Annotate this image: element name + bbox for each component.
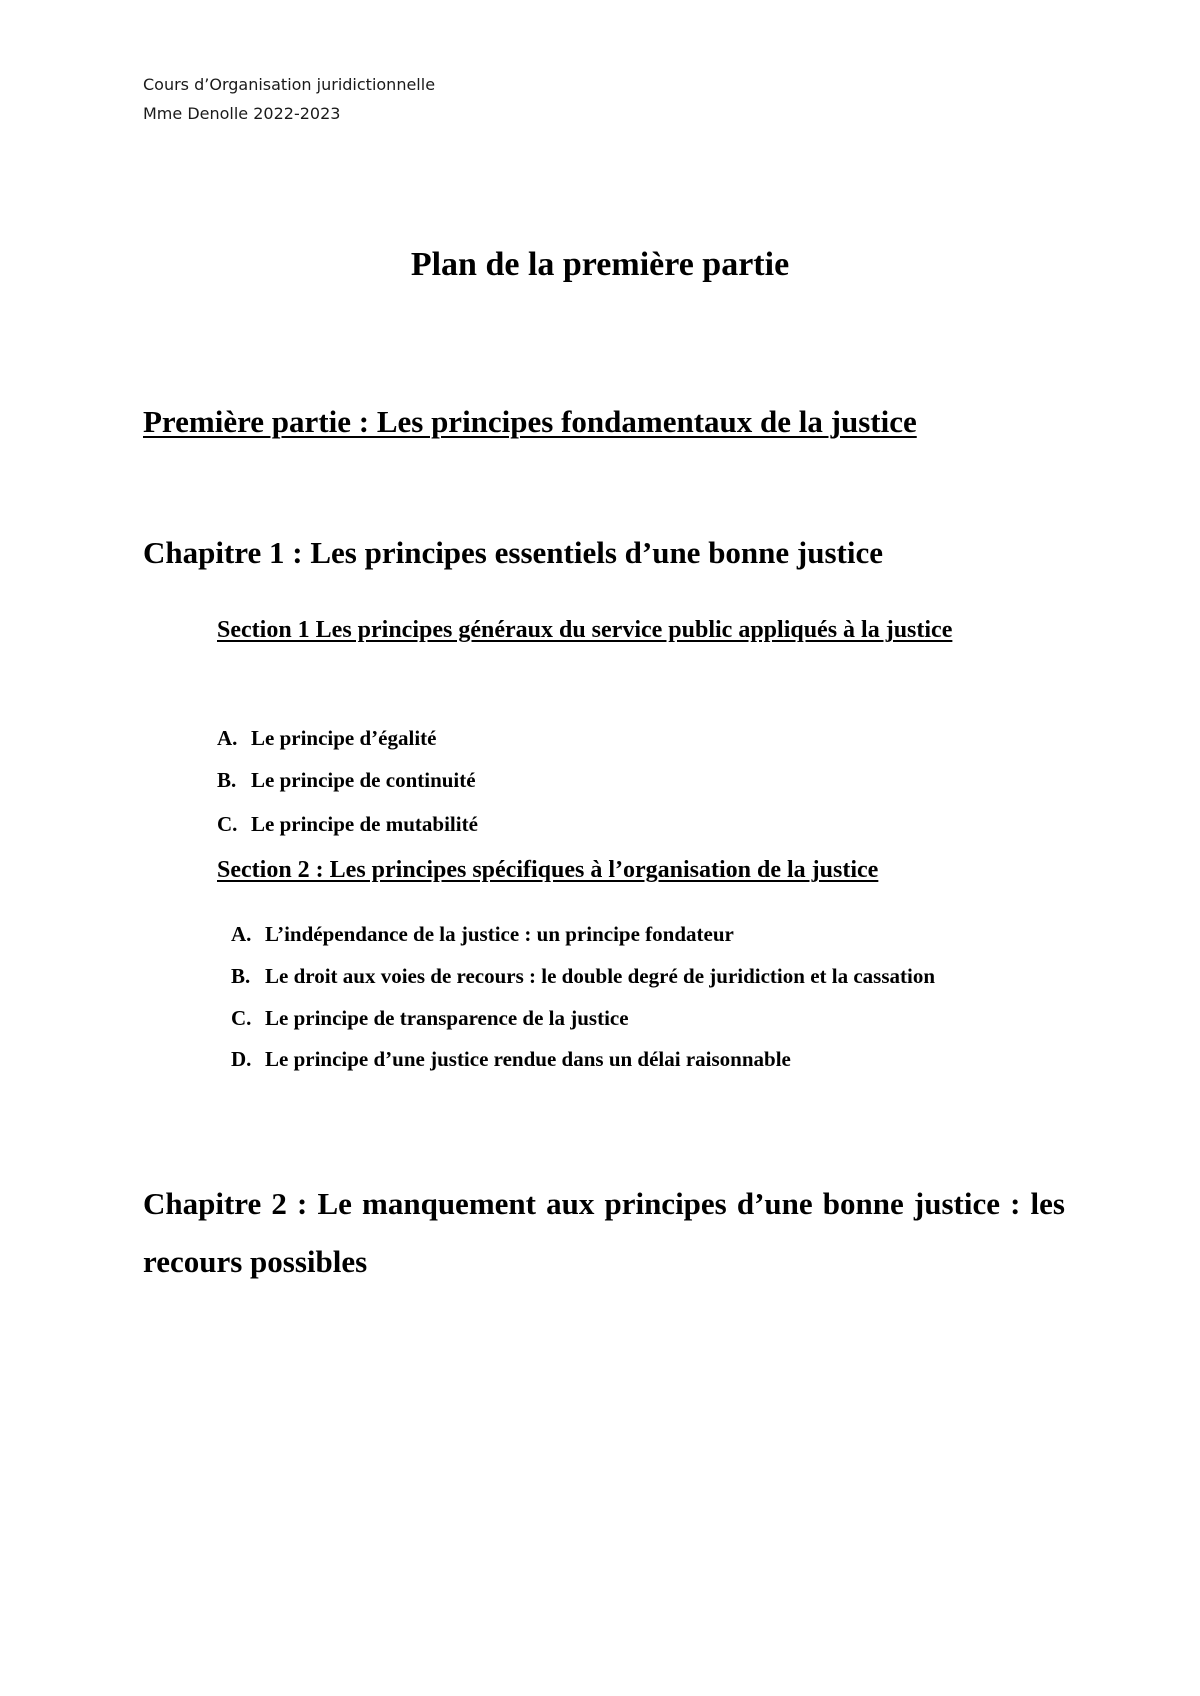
section-1-item-b bbox=[217, 768, 476, 793]
item-letter: A. bbox=[217, 726, 238, 750]
section-2-item-b bbox=[231, 964, 935, 989]
item-letter: B. bbox=[217, 768, 237, 792]
item-letter: C. bbox=[217, 812, 238, 836]
item-letter: C. bbox=[231, 1006, 252, 1030]
course-header: Cours d’Organisation juridictionnelle bbox=[143, 75, 436, 94]
chapter-1-title: Chapitre 1 : Les principes essentiels d’une bonne justice bbox=[143, 535, 884, 570]
document-title: Plan de la première partie bbox=[410, 246, 790, 283]
item-text: L’indépendance de la justice : un principe fondateur bbox=[265, 922, 734, 946]
item-letter: D. bbox=[231, 1047, 252, 1071]
teacher-year-header: Mme Denolle 2022-2023 bbox=[143, 104, 341, 123]
item-letter: A. bbox=[231, 922, 252, 946]
item-text: Le principe d’une justice rendue dans un délai raisonnable bbox=[265, 1047, 791, 1071]
section-1-title: Section 1 Les principes généraux du service public appliqués à la justice bbox=[217, 617, 953, 643]
item-text: Le principe d’égalité bbox=[251, 726, 437, 750]
section-2-item-d bbox=[231, 1047, 791, 1072]
item-letter: B. bbox=[231, 964, 251, 988]
section-2-title: Section 2 : Les principes spécifiques à l’organisation de la justice bbox=[217, 857, 879, 883]
item-text: Le principe de mutabilité bbox=[251, 812, 478, 836]
part-title: Première partie : Les principes fondamentaux de la justice bbox=[143, 404, 917, 439]
item-text: Le droit aux voies de recours : le double degré de juridiction et la cassation bbox=[265, 964, 936, 988]
section-2-item-c bbox=[231, 1006, 629, 1031]
section-2-item-a bbox=[231, 922, 734, 947]
chapter-2-title: Chapitre 2 : Le manquement aux principes d’une bonne justice : les recours possibles bbox=[143, 1186, 1065, 1279]
item-text: Le principe de transparence de la justice bbox=[265, 1006, 629, 1030]
section-1-item-a bbox=[217, 726, 436, 751]
item-text: Le principe de continuité bbox=[251, 768, 476, 792]
section-1-item-c bbox=[217, 812, 478, 837]
